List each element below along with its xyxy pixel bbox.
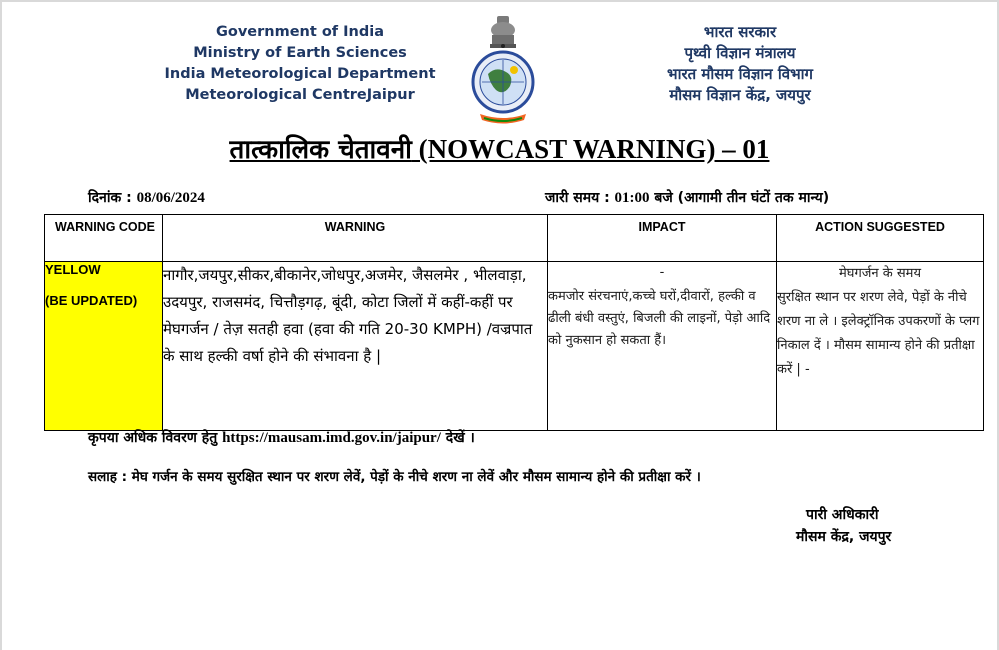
signature-office: मौसम केंद्र, जयपुर bbox=[796, 529, 892, 545]
title-english: (NOWCAST WARNING) – 01 bbox=[411, 134, 770, 164]
issue-value: 01:00 bbox=[614, 190, 650, 206]
page-title bbox=[0, 130, 999, 166]
action-first-line: मेघगर्जन के समय bbox=[839, 266, 921, 281]
details-suffix: देखें । bbox=[440, 430, 475, 446]
date-label: दिनांक : bbox=[88, 190, 137, 206]
impact-text: कमजोर संरचनाएं,कच्चे घरों,दीवारों, हल्की व ढीली बंधी वस्तुएं, बिजली की लाइनों, पेड़ो आदि को नुकसान हो सकता हैं। bbox=[548, 289, 771, 348]
title-hindi: तात्कालिक चेतावनी bbox=[229, 135, 412, 165]
header-english-line: Government of India bbox=[215, 24, 385, 40]
warning-text-cell: नागौर,जयपुर,सीकर,बीकानेर,जोधपुर,अजमेर, जैसलमेर , भीलवाड़ा, उदयपुर, राजसमंद, चित्तौड़गढ़, बूंदी, कोटा जिलों में कहीं-कहीं पर मेघगर्जन / तेज़ सतही हवा (हवा की गति 20-30 KMPH) /वज्रपात के साथ हल्की वर्षा होने की संभावना है | bbox=[163, 262, 548, 431]
header-warning-code: WARNING CODE bbox=[45, 215, 163, 262]
table-row bbox=[45, 262, 984, 431]
details-link[interactable]: https://mausam.imd.gov.in/jaipur/ bbox=[222, 430, 441, 446]
signature-designation: पारी अधिकारी bbox=[806, 507, 879, 523]
warning-table bbox=[44, 214, 984, 431]
advice-text: सलाह : मेघ गर्जन के समय सुरक्षित स्थान पर शरण लेवें, पेड़ों के नीचे शरण ना लेवें और मौसम सामान्य होने की प्रतीक्षा करें । bbox=[88, 469, 701, 485]
frame-top-border bbox=[0, 0, 999, 2]
date-line bbox=[88, 188, 205, 207]
details-label: कृपया अधिक विवरण हेतु bbox=[88, 430, 223, 446]
action-cell bbox=[777, 262, 984, 431]
header-english-line: India Meteorological Department bbox=[164, 66, 436, 82]
header-hindi-line: मौसम विज्ञान केंद्र, जयपुर bbox=[669, 86, 811, 104]
header-english bbox=[160, 22, 440, 106]
header-action-suggested: ACTION SUGGESTED bbox=[777, 215, 984, 262]
header-impact: IMPACT bbox=[548, 215, 777, 262]
header-warning: WARNING bbox=[163, 215, 548, 262]
action-text: सुरक्षित स्थान पर शरण लेवे, पेड़ों के नीचे शरण ना ले । इलेक्ट्रॉनिक उपकरणों के प्लग निकाल दें । मौसम सामान्य होने की प्रतीक्षा करें | - bbox=[777, 290, 980, 377]
warning-code-level: YELLOW bbox=[45, 262, 101, 277]
details-line bbox=[88, 428, 475, 447]
imd-emblem-icon bbox=[466, 14, 540, 126]
header-hindi-line: भारत मौसम विज्ञान विभाग bbox=[667, 65, 813, 83]
date-value: 08/06/2024 bbox=[136, 190, 205, 206]
issue-suffix: बजे (आगामी तीन घंटों तक मान्य) bbox=[649, 190, 830, 206]
impact-cell bbox=[548, 262, 777, 431]
warning-code-status: (BE UPDATED) bbox=[45, 293, 138, 308]
header-english-line: Ministry of Earth Sciences bbox=[193, 45, 407, 61]
frame-left-border bbox=[0, 0, 2, 650]
header-hindi bbox=[620, 22, 860, 106]
issue-time-line bbox=[545, 188, 829, 207]
header-english-line: Meteorological CentreJaipur bbox=[185, 87, 415, 103]
issue-label: जारी समय : bbox=[545, 190, 615, 206]
impact-dash: - bbox=[659, 265, 665, 280]
header-hindi-line: पृथ्वी विज्ञान मंत्रालय bbox=[684, 44, 796, 62]
warning-code-cell bbox=[45, 262, 163, 431]
table-header-row bbox=[45, 215, 984, 262]
header-hindi-line: भारत सरकार bbox=[703, 23, 777, 41]
